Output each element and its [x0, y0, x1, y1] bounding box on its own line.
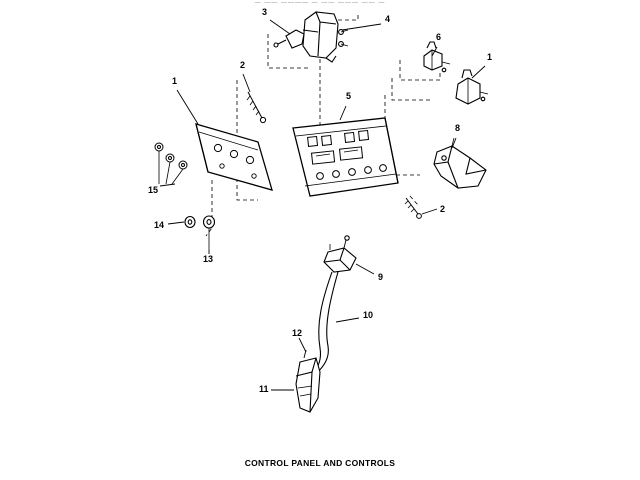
part-9-tip [345, 236, 349, 240]
part-14-hole [188, 220, 192, 224]
part-15-leader-3 [172, 169, 183, 184]
callout-label-9: 9 [378, 272, 384, 282]
part-1r-lever [462, 70, 472, 78]
leader-9 [356, 264, 374, 274]
leader-15 [160, 184, 175, 186]
part-5-block-4 [359, 130, 369, 140]
callout-leader-lines [160, 20, 485, 390]
callout-label-13: 13 [203, 254, 214, 264]
part-8-body [434, 146, 486, 188]
part-1l-hole-2 [230, 150, 237, 157]
part-13-washer [204, 216, 215, 250]
callout-label-8: 8 [455, 123, 461, 133]
part-5-display-right [340, 147, 363, 160]
part-13-hole [207, 220, 211, 225]
part-5-knob-a [317, 173, 324, 180]
part-1-left-panel [196, 124, 272, 190]
part-3-tip [274, 43, 278, 47]
callout-label-4: 4 [385, 14, 391, 24]
part-5-block-3 [345, 132, 355, 142]
part-15-fasteners [155, 143, 187, 184]
part-5-control-console [293, 118, 398, 196]
callout-label-15: 15 [148, 185, 159, 195]
part-6-lever [427, 42, 436, 48]
part-15-washer-2-hole [169, 157, 172, 160]
part-15-washer-3-hole [182, 164, 185, 167]
part-6-switch [424, 42, 450, 72]
part-1-right-switch [456, 70, 488, 104]
part-15-leader-2 [166, 162, 170, 184]
top-edge-marks: — —— ———— — —— ——— —— — [254, 0, 386, 6]
part-2-left-threads [247, 96, 259, 115]
callout-label-10: 10 [363, 310, 374, 320]
part-6-terminal [442, 68, 446, 72]
callout-label-12: 12 [292, 328, 303, 338]
leader-5 [340, 106, 346, 120]
part-3-knob [274, 30, 304, 48]
part-5-knob-b [333, 171, 340, 178]
part-11-plug-assembly [296, 350, 320, 412]
part-1r-lead [480, 92, 488, 94]
part-5-display-left [312, 151, 335, 164]
part-11-body [296, 358, 320, 412]
guide-line-2-right [410, 196, 418, 205]
part-8-hole [442, 156, 446, 160]
leader-14 [168, 222, 184, 224]
part-1l-hole-1 [214, 144, 221, 151]
part-2-right-head [417, 214, 422, 219]
callout-label-11: 11 [259, 384, 269, 394]
part-5-knob-d [365, 167, 372, 174]
leader-2-left [243, 74, 250, 92]
leader-2-right [422, 209, 437, 214]
callout-label-2-right: 2 [440, 204, 446, 214]
part-1l-hole-5 [252, 174, 256, 178]
leader-4 [342, 24, 381, 30]
leader-3 [270, 20, 290, 34]
part-9-stem [344, 240, 346, 248]
callout-label-5: 5 [346, 91, 352, 101]
callout-label-1-right: 1 [487, 52, 493, 62]
figure-caption: CONTROL PANEL AND CONTROLS [244, 458, 396, 468]
part-5-block-2 [322, 135, 332, 145]
leader-12 [299, 338, 306, 352]
callout-label-3: 3 [262, 7, 268, 17]
leader-1-right [472, 66, 485, 78]
part-5-knob-e [380, 165, 387, 172]
part-9-cord-switch [324, 236, 356, 272]
part-6-body [424, 50, 442, 70]
part-6-lead [442, 62, 450, 64]
guide-line-1-right [392, 78, 432, 100]
callout-label-14: 14 [154, 220, 165, 230]
leader-10 [336, 318, 359, 322]
part-2-left-head [260, 117, 265, 122]
part-8-bracket-switch [434, 138, 486, 188]
part-2-right-shaft [406, 198, 418, 214]
part-1l-hole-3 [246, 156, 253, 163]
callout-label-2-left: 2 [240, 60, 246, 70]
part-1r-terminal [481, 97, 485, 101]
guide-line-4-top [338, 12, 358, 20]
part-5-knob-c [349, 169, 356, 176]
part-15-washer-1-hole [158, 146, 161, 149]
leader-1-left [177, 90, 198, 124]
part-14-washer [185, 217, 195, 228]
part-4-body [303, 12, 338, 58]
part-1l-hole-4 [220, 164, 224, 168]
callout-label-1-left: 1 [172, 76, 178, 86]
part-top-switch-assembly [303, 12, 348, 62]
part-3-stem [278, 40, 286, 44]
callout-label-6: 6 [436, 32, 442, 42]
part-5-block-1 [308, 136, 318, 146]
